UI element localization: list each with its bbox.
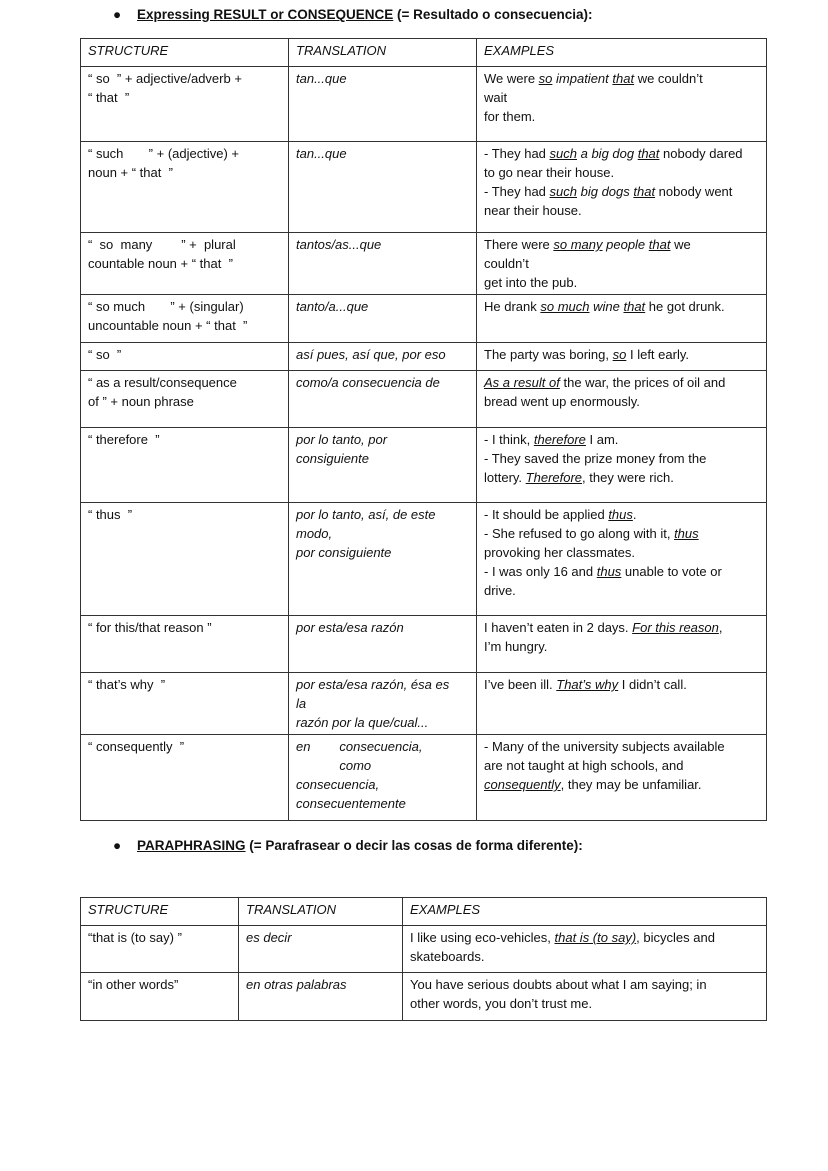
example-text: - They had [484, 146, 550, 161]
translation-text: consiguiente [296, 451, 369, 466]
translation-text: consecuencia, [296, 777, 380, 792]
examples-cell [477, 673, 767, 735]
example-text: bread went up enormously. [484, 394, 640, 409]
example-text: a big dog [577, 146, 638, 161]
section1-heading [113, 7, 592, 22]
translation-text: como/a consecuencia de [296, 375, 440, 390]
example-text: You have serious doubts about what I am saying; in [410, 977, 707, 992]
table-row [81, 735, 767, 821]
example-text: - They had [484, 184, 550, 199]
structure-text: “in other words” [88, 977, 179, 992]
structure-text: “ that’s why ” [88, 677, 166, 692]
highlighted-connector: thus [596, 564, 622, 579]
translation-cell [289, 673, 477, 735]
example-line [484, 468, 759, 487]
example-text: we couldn’t [634, 71, 703, 86]
heading-rest: (= Parafrasear o decir las cosas de forma diferente): [245, 838, 583, 853]
result-consequence-table [80, 38, 767, 821]
header-row [81, 898, 767, 926]
table-row [81, 67, 767, 142]
translation-cell [289, 295, 477, 343]
example-text: I’m hungry. [484, 639, 548, 654]
examples-cell [477, 371, 767, 428]
example-text: - It should be applied [484, 507, 609, 522]
examples-cell [477, 343, 767, 371]
section2-heading [113, 838, 583, 853]
example-line [484, 543, 759, 562]
example-text: provoking her classmates. [484, 545, 636, 560]
example-text: he got drunk. [645, 299, 725, 314]
example-text: to go near their house. [484, 165, 615, 180]
examples-cell [403, 973, 767, 1021]
example-text: get into the pub. [484, 275, 578, 290]
example-text: I didn’t call. [618, 677, 687, 692]
highlighted-connector: that [633, 184, 656, 199]
example-line [484, 144, 759, 163]
examples-cell [477, 503, 767, 616]
example-line [484, 107, 759, 126]
example-text: , bicycles and [636, 930, 715, 945]
example-line [484, 756, 759, 775]
example-text: I’ve been ill. [484, 677, 557, 692]
example-line [484, 562, 759, 581]
translation-text: por lo tanto, así, de este [296, 507, 436, 522]
examples-cell [477, 142, 767, 233]
translation-text: como [296, 758, 372, 773]
structure-cell [81, 735, 289, 821]
structure-cell [81, 673, 289, 735]
structure-text: “ so ” [88, 347, 122, 362]
example-text: people [602, 237, 649, 252]
structure-cell [81, 142, 289, 233]
examples-cell [477, 735, 767, 821]
example-text: drive. [484, 583, 516, 598]
structure-text: uncountable noun + “ that ” [88, 318, 248, 333]
column-header: STRUCTURE [81, 39, 289, 67]
table-row [81, 233, 767, 295]
translation-text: por lo tanto, por [296, 432, 388, 447]
examples-cell [403, 926, 767, 973]
example-line [484, 88, 759, 107]
example-line [484, 675, 759, 694]
structure-cell [81, 926, 239, 973]
example-line [484, 524, 759, 543]
example-text: couldn’t [484, 256, 529, 271]
heading-main: Expressing RESULT or CONSEQUENCE [137, 7, 394, 22]
example-text: . [632, 507, 637, 522]
structure-text: “ so ” + adjective/adverb + [88, 71, 242, 86]
highlighted-connector: For this reason [632, 620, 719, 635]
translation-cell [289, 503, 477, 616]
example-line [484, 273, 759, 292]
highlighted-connector: so many [553, 237, 603, 252]
column-header: EXAMPLES [477, 39, 767, 67]
example-line [484, 235, 759, 254]
translation-text: por esta/esa razón, ésa es [296, 677, 450, 692]
example-text: unable to vote or [621, 564, 722, 579]
translation-text: razón por la que/cual... [296, 715, 429, 730]
bullet-icon: ● [113, 838, 122, 853]
highlighted-connector: thus [674, 526, 699, 541]
structure-cell [81, 295, 289, 343]
table-row [81, 142, 767, 233]
translation-cell [289, 428, 477, 503]
translation-cell [239, 926, 403, 973]
highlighted-connector: Therefore [525, 470, 583, 485]
example-line [484, 163, 759, 182]
structure-cell [81, 67, 289, 142]
example-text: We were [484, 71, 539, 86]
highlighted-connector: such [549, 184, 577, 199]
structure-text: “ thus ” [88, 507, 133, 522]
example-text: wine [589, 299, 624, 314]
example-text: the war, the prices of oil and [559, 375, 726, 390]
example-line [484, 345, 759, 364]
example-text: - I think, [484, 432, 534, 447]
example-text: near their house. [484, 203, 582, 218]
example-line [410, 975, 759, 994]
example-text: , they were rich. [582, 470, 674, 485]
structure-cell [81, 973, 239, 1021]
structure-cell [81, 233, 289, 295]
bullet-icon: ● [113, 7, 122, 22]
highlighted-connector: that [623, 299, 646, 314]
column-header: TRANSLATION [289, 39, 477, 67]
example-text: wait [484, 90, 508, 105]
translation-text: tan...que [296, 71, 347, 86]
structure-text: “ that ” [88, 90, 130, 105]
structure-cell [81, 428, 289, 503]
heading-rest: (= Resultado o consecuencia): [393, 7, 593, 22]
example-line [484, 637, 759, 656]
example-text: lottery. [484, 470, 526, 485]
translation-cell [289, 67, 477, 142]
translation-text: es decir [246, 930, 292, 945]
examples-cell [477, 428, 767, 503]
highlighted-connector: such [549, 146, 577, 161]
structure-text: of ” + noun phrase [88, 394, 194, 409]
example-line [484, 581, 759, 600]
example-line [484, 373, 759, 392]
table-row [81, 926, 767, 973]
highlighted-connector: so much [540, 299, 590, 314]
structure-cell [81, 503, 289, 616]
example-text: There were [484, 237, 554, 252]
column-header: TRANSLATION [239, 898, 403, 926]
translation-text: así pues, así que, por eso [296, 347, 446, 362]
example-text: - I was only 16 and [484, 564, 597, 579]
example-text: for them. [484, 109, 536, 124]
example-line [484, 430, 759, 449]
example-text: big dogs [577, 184, 634, 199]
highlighted-connector: that [648, 237, 671, 252]
translation-text: la [296, 696, 307, 711]
structure-text: “ therefore ” [88, 432, 160, 447]
translation-cell [289, 142, 477, 233]
translation-cell [289, 735, 477, 821]
example-line [484, 297, 759, 316]
example-line [484, 505, 759, 524]
structure-text: noun + “ that ” [88, 165, 173, 180]
example-line [484, 182, 759, 201]
highlighted-connector: That’s why [556, 677, 619, 692]
table-row [81, 295, 767, 343]
column-header: EXAMPLES [403, 898, 767, 926]
highlighted-connector: therefore [533, 432, 586, 447]
structure-text: “ for this/that reason ” [88, 620, 212, 635]
structure-cell [81, 371, 289, 428]
highlighted-connector: thus [608, 507, 633, 522]
highlighted-connector: that [612, 71, 635, 86]
translation-cell [289, 233, 477, 295]
example-line [484, 618, 759, 637]
example-text: - She refused to go along with it, [484, 526, 675, 541]
examples-cell [477, 616, 767, 673]
examples-cell [477, 295, 767, 343]
translation-cell [289, 343, 477, 371]
table-row [81, 673, 767, 735]
structure-text: countable noun + “ that ” [88, 256, 233, 271]
example-line [484, 775, 759, 794]
highlighted-connector: so [538, 71, 553, 86]
translation-text: por consiguiente [296, 545, 392, 560]
example-text: , they may be unfamiliar. [560, 777, 702, 792]
table-row [81, 973, 767, 1021]
highlighted-connector: so [612, 347, 627, 362]
column-header: STRUCTURE [81, 898, 239, 926]
structure-text: “ as a result/consequence [88, 375, 237, 390]
structure-text: “ consequently ” [88, 739, 185, 754]
example-text: I left early. [626, 347, 689, 362]
translation-text: tantos/as...que [296, 237, 382, 252]
example-text: I am. [585, 432, 619, 447]
header-row [81, 39, 767, 67]
example-text: , [718, 620, 723, 635]
table-row [81, 343, 767, 371]
example-line [484, 392, 759, 411]
example-text: impatient [552, 71, 613, 86]
highlighted-connector: that [637, 146, 660, 161]
table-row [81, 616, 767, 673]
examples-cell [477, 233, 767, 295]
translation-text: en otras palabras [246, 977, 347, 992]
example-line [410, 994, 759, 1013]
heading-main: PARAPHRASING [137, 838, 246, 853]
example-text: - Many of the university subjects available [484, 739, 725, 754]
example-line [484, 737, 759, 756]
example-line [410, 928, 759, 947]
structure-text: “ so many ” + plural [88, 237, 236, 252]
translation-text: en consecuencia, [296, 739, 423, 754]
translation-text: modo, [296, 526, 333, 541]
example-line [410, 947, 759, 966]
translation-text: tan...que [296, 146, 347, 161]
translation-cell [289, 616, 477, 673]
structure-cell [81, 343, 289, 371]
example-text: are not taught at high schools, and [484, 758, 684, 773]
translation-cell [289, 371, 477, 428]
highlighted-connector: consequently [484, 777, 561, 792]
structure-text: “that is (to say) ” [88, 930, 182, 945]
paraphrasing-table [80, 897, 767, 1021]
example-line [484, 201, 759, 220]
example-text: other words, you don’t trust me. [410, 996, 593, 1011]
structure-text: “ so much ” + (singular) [88, 299, 244, 314]
example-line [484, 69, 759, 88]
translation-text: tanto/a...que [296, 299, 369, 314]
example-text: I like using eco-vehicles, [410, 930, 555, 945]
table-row [81, 503, 767, 616]
example-text: I haven’t eaten in 2 days. [484, 620, 633, 635]
highlighted-connector: that is (to say) [554, 930, 637, 945]
highlighted-connector: As a result of [484, 375, 560, 390]
example-text: nobody went [655, 184, 733, 199]
example-text: skateboards. [410, 949, 485, 964]
translation-text: por esta/esa razón [296, 620, 404, 635]
examples-cell [477, 67, 767, 142]
structure-cell [81, 616, 289, 673]
structure-text: “ such ” + (adjective) + [88, 146, 239, 161]
example-text: The party was boring, [484, 347, 613, 362]
example-text: we [670, 237, 691, 252]
example-text: He drank [484, 299, 541, 314]
example-text: - They saved the prize money from the [484, 451, 707, 466]
example-line [484, 254, 759, 273]
table-row [81, 428, 767, 503]
example-text: nobody dared [659, 146, 743, 161]
example-line [484, 449, 759, 468]
table-row [81, 371, 767, 428]
translation-cell [239, 973, 403, 1021]
translation-text: consecuentemente [296, 796, 406, 811]
